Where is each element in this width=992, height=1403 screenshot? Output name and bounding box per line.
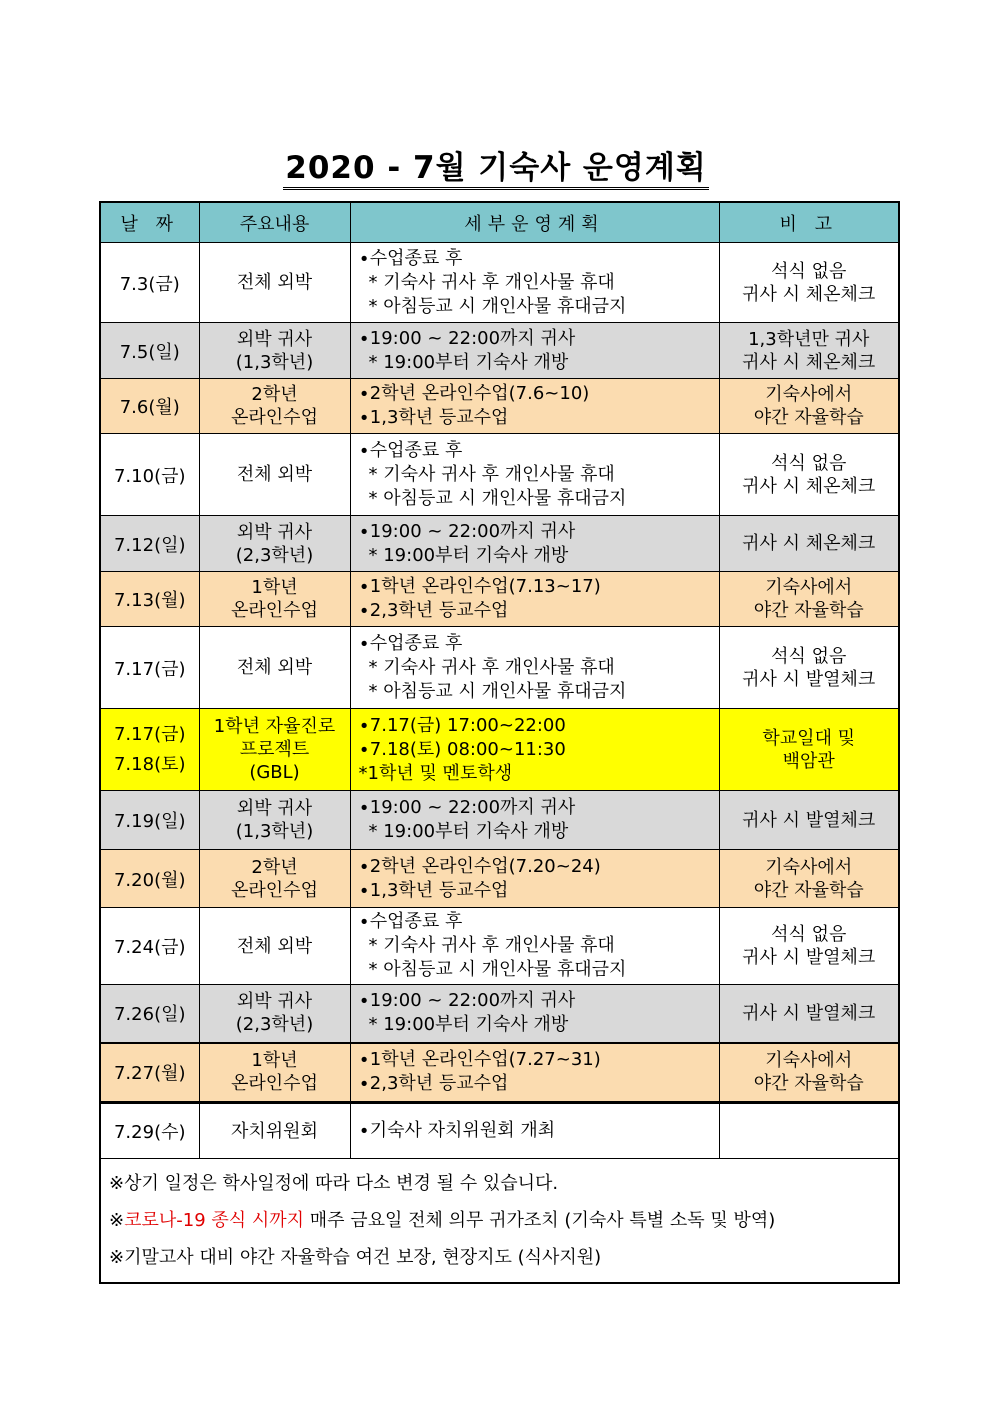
main-text: 2학년 [251, 384, 298, 405]
date-cell [100, 985, 199, 1043]
detail-text: ∙19:00 ~ 22:00까지 귀사 [358, 990, 576, 1012]
header-note: 비 고 [719, 202, 899, 243]
detail-text: ∙1학년 온라인수업(7.13~17) [358, 576, 601, 597]
date-cell [100, 1103, 199, 1159]
note-text: 귀사 시 발열체크 [742, 668, 876, 690]
main-text: 1학년 [251, 1050, 298, 1072]
detail-text: * 19:00부터 기숙사 개방 [368, 544, 569, 566]
note-cell [719, 243, 899, 323]
footer-note-2 [109, 1202, 890, 1239]
date-cell [100, 323, 199, 379]
date-text: 7.10(금) [113, 465, 186, 487]
table-row [100, 516, 899, 572]
main-text: 온라인수업 [231, 600, 318, 621]
detail-text: * 아침등교 시 개인사물 휴대금지 [368, 487, 627, 509]
main-text: 1학년 [251, 577, 298, 598]
header-date: 날 짜 [100, 202, 199, 243]
note-cell [719, 434, 899, 516]
detail-cell [350, 243, 719, 323]
date-text: 7.19(일) [113, 811, 186, 832]
date-cell [100, 516, 199, 572]
date-text: 7.29(수) [113, 1122, 186, 1143]
footer-row [100, 1159, 899, 1284]
main-text: 외박 귀사 [236, 521, 313, 543]
note-text: 귀사 시 발열체크 [742, 809, 876, 831]
main-text: (2,3학년) [235, 544, 314, 566]
main-cell [199, 516, 350, 572]
detail-cell [350, 516, 719, 572]
detail-cell [350, 1043, 719, 1103]
note-text: 기숙사에서 [765, 384, 853, 405]
date-cell [100, 434, 199, 516]
table-row [100, 850, 899, 908]
note-text: 야간 자율학습 [753, 1073, 864, 1095]
dormitory-schedule-table [99, 201, 900, 1284]
table-row [100, 434, 899, 516]
detail-text: * 19:00부터 기숙사 개방 [368, 1014, 569, 1036]
note-cell [719, 627, 899, 709]
main-text: 자치위원회 [231, 1120, 318, 1142]
main-text: 외박 귀사 [236, 798, 313, 819]
detail-text: ∙7.17(금) 17:00~22:00 [358, 714, 566, 736]
date-cell [100, 379, 199, 434]
note-cell [719, 1103, 899, 1159]
detail-text: ∙수업종료 후 [358, 632, 463, 654]
main-text: 2학년 [251, 856, 298, 878]
table-row [100, 985, 899, 1043]
detail-text: * 기숙사 귀사 후 개인사물 휴대 [368, 271, 615, 293]
date-text: 7.27(월) [113, 1063, 186, 1085]
note-text: 귀사 시 체온체크 [742, 533, 876, 554]
date-text: 7.26(일) [113, 1004, 186, 1026]
footer-note-2-text: 매주 금요일 전체 의무 귀가조치 (기숙사 특별 소독 및 방역) [304, 1210, 776, 1231]
table-row [100, 709, 899, 791]
date-text: 7.12(일) [113, 534, 186, 556]
main-text: 온라인수업 [231, 1073, 318, 1095]
detail-text: ∙19:00 ~ 22:00까지 귀사 [358, 520, 576, 542]
main-cell [199, 243, 350, 323]
note-text: 귀사 시 체온체크 [742, 351, 876, 373]
detail-text: ∙수업종료 후 [358, 911, 463, 932]
detail-text: ∙2학년 온라인수업(7.6~10) [358, 383, 590, 404]
main-text: 프로젝트 [239, 739, 310, 760]
header-detail: 세부운영계획 [350, 202, 719, 243]
main-cell [199, 908, 350, 985]
page-title [0, 142, 992, 187]
main-cell [199, 434, 350, 516]
detail-text: ∙수업종료 후 [358, 247, 463, 269]
note-cell [719, 709, 899, 791]
main-text: 전체 외박 [236, 935, 313, 957]
footer-note-2-prefix: ※ [109, 1210, 125, 1231]
detail-cell [350, 791, 719, 850]
detail-cell [350, 379, 719, 434]
detail-text: ∙2,3학년 등교수업 [358, 600, 509, 621]
detail-text: ∙7.18(토) 08:00~11:30 [358, 738, 566, 760]
main-text: (2,3학년) [235, 1014, 314, 1036]
main-cell [199, 627, 350, 709]
date-cell [100, 572, 199, 627]
main-text: 외박 귀사 [236, 328, 313, 350]
main-cell [199, 323, 350, 379]
note-cell [719, 1043, 899, 1103]
table-row [100, 791, 899, 850]
main-text: 온라인수업 [231, 879, 318, 901]
date-cell [100, 850, 199, 908]
detail-text: * 기숙사 귀사 후 개인사물 휴대 [368, 935, 615, 956]
main-cell [199, 572, 350, 627]
note-cell [719, 572, 899, 627]
table-row [100, 323, 899, 379]
note-text: 귀사 시 체온체크 [742, 283, 876, 305]
detail-text: ∙1학년 온라인수업(7.27~31) [358, 1049, 601, 1071]
main-cell [199, 1103, 350, 1159]
note-text: 백암관 [782, 750, 835, 772]
note-text: 귀사 시 발열체크 [742, 1002, 876, 1024]
detail-text: ∙19:00 ~ 22:00까지 귀사 [358, 327, 576, 349]
main-text: 전체 외박 [236, 657, 313, 678]
note-cell [719, 323, 899, 379]
date-cell [100, 243, 199, 323]
detail-cell [350, 627, 719, 709]
date-cell [100, 908, 199, 985]
footer-note-1: ※상기 일정은 학사일정에 따라 다소 변경 될 수 있습니다. [109, 1173, 559, 1194]
detail-cell [350, 850, 719, 908]
note-text: 1,3학년만 귀사 [748, 328, 870, 350]
note-cell [719, 516, 899, 572]
table-row [100, 572, 899, 627]
note-text: 야간 자율학습 [753, 600, 864, 621]
main-text: 전체 외박 [236, 272, 313, 293]
detail-text: * 19:00부터 기숙사 개방 [368, 821, 569, 842]
detail-text: ∙2,3학년 등교수업 [358, 1073, 509, 1095]
header-main: 주요내용 [199, 202, 350, 243]
main-cell [199, 709, 350, 791]
detail-text: * 아침등교 시 개인사물 휴대금지 [368, 295, 627, 317]
main-text: 온라인수업 [231, 407, 318, 428]
detail-text: ∙1,3학년 등교수업 [358, 407, 509, 428]
date-cell [100, 1043, 199, 1103]
table-body [100, 243, 899, 1159]
detail-cell [350, 434, 719, 516]
detail-cell [350, 1103, 719, 1159]
date-text: 7.3(금) [119, 273, 180, 295]
note-text: 귀사 시 발열체크 [742, 947, 876, 968]
note-cell [719, 985, 899, 1043]
note-text: 석식 없음 [771, 260, 847, 282]
detail-cell [350, 323, 719, 379]
footer-note-2-highlight: 코로나-19 종식 시까지 [124, 1210, 305, 1231]
table-header-row [100, 202, 899, 243]
detail-text: * 기숙사 귀사 후 개인사물 휴대 [368, 463, 615, 485]
date-text: 7.18(토) [113, 753, 186, 775]
date-text: 7.20(월) [113, 869, 186, 891]
note-text: 야간 자율학습 [753, 879, 864, 901]
main-cell [199, 985, 350, 1043]
note-text: 석식 없음 [771, 452, 847, 474]
note-cell [719, 379, 899, 434]
detail-text: ∙기숙사 자치위원회 개최 [358, 1120, 556, 1141]
note-text: 석식 없음 [771, 645, 847, 667]
detail-text: * 아침등교 시 개인사물 휴대금지 [368, 680, 627, 702]
main-text: 외박 귀사 [236, 991, 313, 1013]
main-text: 전체 외박 [236, 464, 313, 485]
footer-notes [100, 1159, 899, 1284]
date-text: 7.5(일) [119, 341, 180, 363]
note-cell [719, 850, 899, 908]
main-cell [199, 791, 350, 850]
main-text: (1,3학년) [235, 821, 314, 842]
main-cell [199, 379, 350, 434]
detail-text: ∙19:00 ~ 22:00까지 귀사 [358, 797, 576, 818]
date-text: 7.24(금) [113, 937, 186, 958]
detail-text: * 기숙사 귀사 후 개인사물 휴대 [368, 656, 615, 678]
note-text: 기숙사에서 [765, 1050, 853, 1072]
date-cell [100, 791, 199, 850]
date-cell [100, 627, 199, 709]
table-row [100, 243, 899, 323]
table-row [100, 379, 899, 434]
detail-text: ∙1,3학년 등교수업 [358, 879, 509, 901]
detail-text: * 19:00부터 기숙사 개방 [368, 351, 569, 373]
date-text: 7.17(금) [113, 723, 186, 745]
date-cell [100, 709, 199, 791]
main-cell [199, 1043, 350, 1103]
detail-text: ∙수업종료 후 [358, 439, 463, 461]
detail-text: ∙2학년 온라인수업(7.20~24) [358, 855, 601, 877]
date-text: 7.6(월) [119, 397, 180, 418]
note-text: 기숙사에서 [765, 856, 853, 878]
date-text: 7.17(금) [113, 658, 186, 680]
note-text: 야간 자율학습 [753, 407, 864, 428]
main-text: (1,3학년) [235, 351, 314, 373]
main-cell [199, 850, 350, 908]
note-cell [719, 908, 899, 985]
main-text: 1학년 자율진로 [213, 716, 336, 737]
detail-cell [350, 908, 719, 985]
date-text: 7.13(월) [113, 590, 186, 611]
table-row [100, 908, 899, 985]
footer-note-3: ※기말고사 대비 야간 자율학습 여건 보장, 현장지도 (식사지원) [109, 1247, 602, 1268]
page-title-text: 2020 - 7월 기숙사 운영계획 [283, 150, 708, 190]
note-text: 기숙사에서 [765, 577, 853, 598]
detail-cell [350, 985, 719, 1043]
table-row [100, 627, 899, 709]
main-text: (GBL) [249, 762, 300, 783]
detail-text: * 아침등교 시 개인사물 휴대금지 [368, 959, 627, 980]
table-row [100, 1103, 899, 1159]
note-cell [719, 791, 899, 850]
detail-text: *1학년 및 멘토학생 [358, 762, 513, 784]
note-text: 학교일대 및 [762, 727, 856, 749]
detail-cell [350, 572, 719, 627]
table-row [100, 1043, 899, 1103]
note-text: 귀사 시 체온체크 [742, 475, 876, 497]
note-text: 석식 없음 [771, 924, 847, 945]
detail-cell [350, 709, 719, 791]
